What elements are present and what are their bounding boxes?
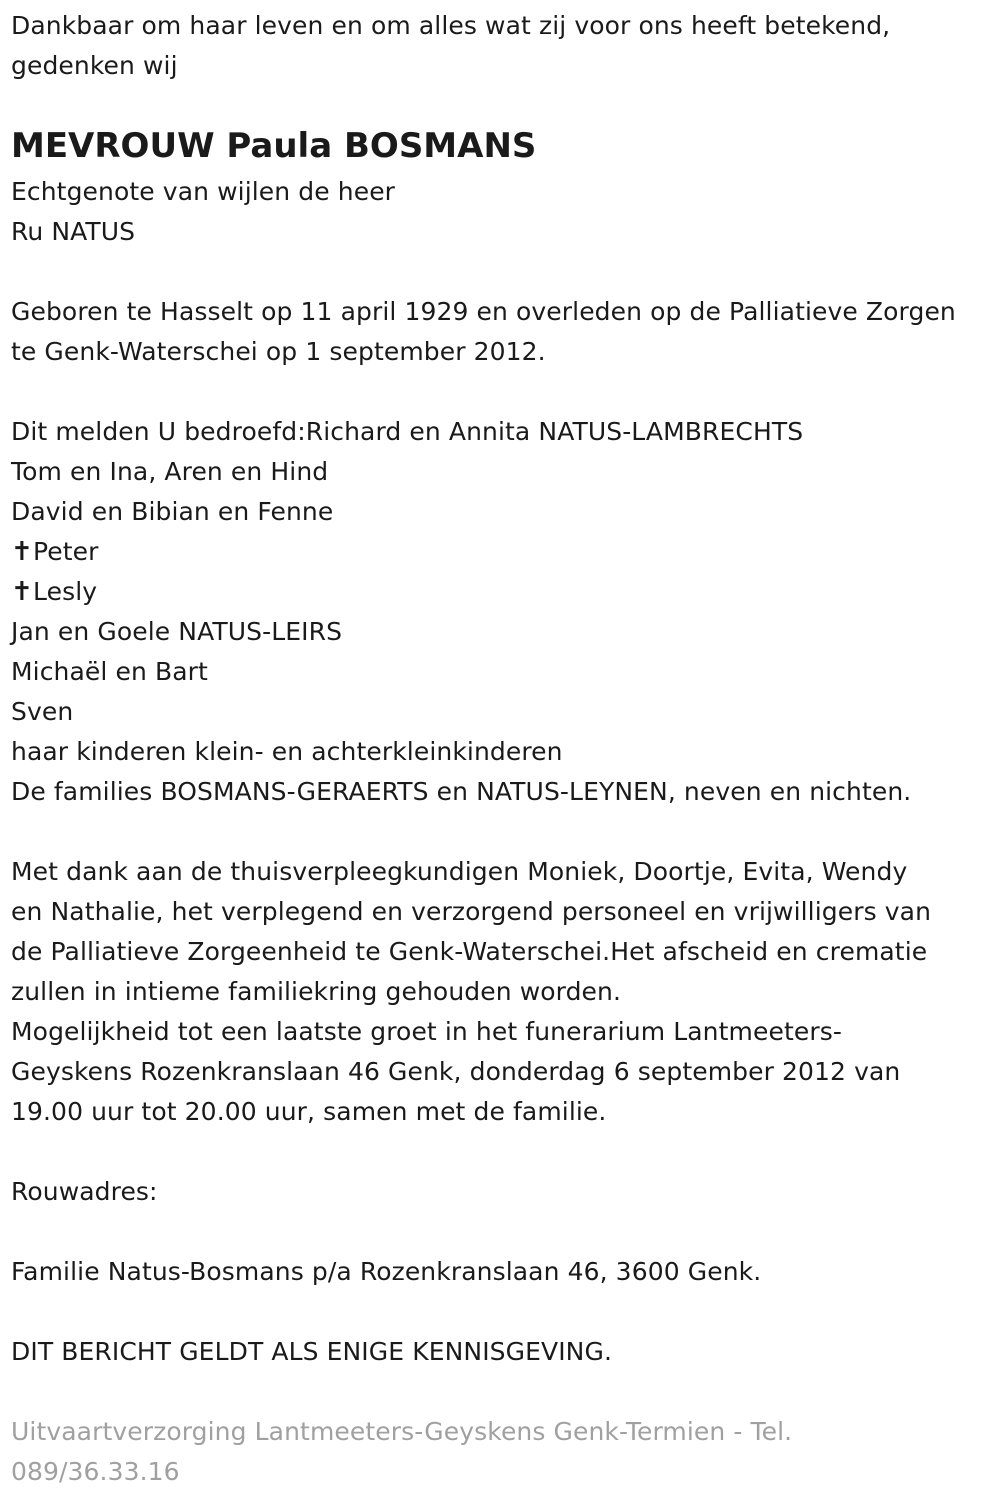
mourner-name: Lesly <box>33 577 98 606</box>
thanks-line-6: Geyskens Rozenkranslaan 46 Genk, donderdag 6 september 2012 van <box>11 1057 901 1086</box>
intro-line-2: gedenken wij <box>11 51 178 80</box>
cross-icon: ✝ <box>11 537 33 567</box>
footer-line-2: 089/36.33.16 <box>11 1457 180 1486</box>
mourners-line-3: David en Bibian en Fenne <box>11 497 334 526</box>
notice: DIT BERICHT GELDT ALS ENIGE KENNISGEVING. <box>11 1337 612 1366</box>
mourners-line-9: haar kinderen klein- en achterkleinkinderen <box>11 737 563 766</box>
mourners-line-6: Jan en Goele NATUS-LEIRS <box>11 617 343 646</box>
thanks-line-3: de Palliatieve Zorgeenheid te Genk-Waterschei.Het afscheid en crematie <box>11 937 928 966</box>
mourners-line-1: Dit melden U bedroefd:Richard en Annita NATUS-LAMBRECHTS <box>11 417 804 446</box>
mourners-line-5 <box>11 572 991 612</box>
mourner-name: Peter <box>33 537 99 566</box>
spouse-line-1: Echtgenote van wijlen de heer <box>11 177 396 206</box>
birth-death-line-2: te Genk-Waterschei op 1 september 2012. <box>11 337 546 366</box>
obituary-document <box>11 6 991 1492</box>
thanks-line-1: Met dank aan de thuisverpleegkundigen Moniek, Doortje, Evita, Wendy <box>11 857 908 886</box>
spouse-line-2: Ru NATUS <box>11 217 136 246</box>
thanks-line-2: en Nathalie, het verplegend en verzorgend personeel en vrijwilligers van <box>11 897 932 926</box>
deceased-name: MEVROUW Paula BOSMANS <box>11 126 537 166</box>
mourners-line-10: De families BOSMANS-GERAERTS en NATUS-LEYNEN, neven en nichten. <box>11 777 912 806</box>
thanks-line-5: Mogelijkheid tot een laatste groet in het funerarium Lantmeeters- <box>11 1017 842 1046</box>
footer-line-1: Uitvaartverzorging Lantmeeters-Geyskens Genk-Termien - Tel. <box>11 1417 793 1446</box>
mourners-line-2: Tom en Ina, Aren en Hind <box>11 457 329 486</box>
thanks-line-4: zullen in intieme familiekring gehouden worden. <box>11 977 622 1006</box>
intro-line-1: Dankbaar om haar leven en om alles wat zij voor ons heeft betekend, <box>11 11 891 40</box>
mourners-line-7: Michaël en Bart <box>11 657 208 686</box>
address-label: Rouwadres: <box>11 1177 158 1206</box>
mourners-line-8: Sven <box>11 697 74 726</box>
birth-death-line-1: Geboren te Hasselt op 11 april 1929 en overleden op de Palliatieve Zorgen <box>11 297 956 326</box>
mourners-line-4 <box>11 532 991 572</box>
thanks-line-7: 19.00 uur tot 20.00 uur, samen met de familie. <box>11 1097 607 1126</box>
cross-icon: ✝ <box>11 577 33 607</box>
address: Familie Natus-Bosmans p/a Rozenkranslaan 46, 3600 Genk. <box>11 1257 762 1286</box>
